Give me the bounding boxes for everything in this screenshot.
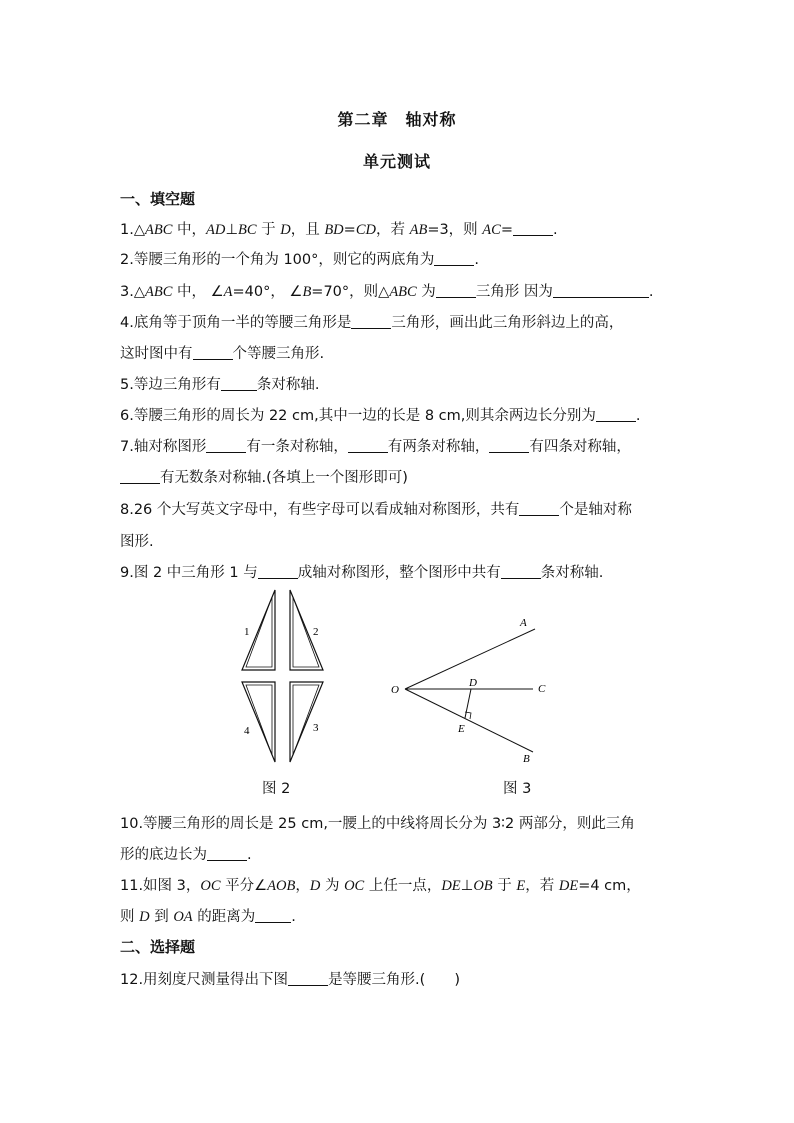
question-8-line-2: 图形. bbox=[120, 534, 154, 550]
section-fill-blank: 一、填空题 bbox=[120, 190, 196, 208]
answer-blank[interactable] bbox=[120, 468, 160, 484]
question-10-line-1: 10.等腰三角形的周长是 25 cm,一腰上的中线将周长分为 3∶2 两部分，则此三角 bbox=[120, 816, 635, 832]
label-C: C bbox=[538, 683, 546, 695]
question-6: 6.等腰三角形的周长为 22 cm,其中一边的长是 8 cm,则其余两边长分别为 . bbox=[120, 408, 641, 424]
chapter-title: 第二章 轴对称 bbox=[337, 110, 457, 129]
answer-blank[interactable] bbox=[513, 220, 553, 236]
label-A: A bbox=[520, 617, 527, 629]
label-D: D bbox=[469, 677, 477, 689]
question-2: 2.等腰三角形的一个角为 100°，则它的两底角为 . bbox=[120, 252, 479, 268]
section-multiple-choice: 二、选择题 bbox=[120, 938, 196, 956]
label-triangle-2: 2 bbox=[313, 626, 319, 638]
triangle-1-inner bbox=[246, 597, 272, 667]
answer-blank[interactable] bbox=[596, 406, 636, 422]
question-11-line-2: 则 D 到 OA 的距离为 . bbox=[120, 909, 296, 925]
answer-blank[interactable] bbox=[553, 282, 649, 298]
label-O: O bbox=[391, 684, 399, 696]
question-4-line-1: 4.底角等于顶角一半的等腰三角形是 三角形，画出此三角形斜边上的高， bbox=[120, 315, 624, 331]
answer-blank[interactable] bbox=[519, 500, 559, 516]
answer-blank[interactable] bbox=[258, 563, 298, 579]
answer-blank[interactable] bbox=[221, 375, 257, 391]
label-B: B bbox=[523, 753, 530, 765]
answer-blank[interactable] bbox=[207, 845, 247, 861]
question-8-line-1: 8.26 个大写英文字母中，有些字母可以看成轴对称图形，共有 个是轴对称 bbox=[120, 502, 632, 518]
answer-blank[interactable] bbox=[501, 563, 541, 579]
figure-3 bbox=[385, 612, 565, 772]
answer-blank[interactable] bbox=[436, 282, 476, 298]
answer-blank[interactable] bbox=[193, 344, 233, 360]
question-3: 3.△ABC 中， ∠A=40°， ∠B=70°，则△ABC 为 三角形 因为 . bbox=[120, 284, 654, 300]
question-7-line-1: 7.轴对称图形 有一条对称轴， 有两条对称轴， 有四条对称轴， bbox=[120, 439, 631, 455]
question-7-line-2: 有无数条对称轴.(各填上一个图形即可) bbox=[120, 466, 680, 487]
question-12: 12.用刻度尺测量得出下图 是等腰三角形.( ) bbox=[120, 972, 460, 988]
label-E: E bbox=[458, 723, 465, 735]
label-triangle-3: 3 bbox=[313, 722, 319, 734]
figure-3-caption: 图 3 bbox=[503, 781, 532, 797]
question-4-line-2: 这时图中有 个等腰三角形. bbox=[120, 346, 325, 362]
unit-test-title: 单元测试 bbox=[362, 152, 431, 171]
answer-blank[interactable] bbox=[489, 437, 529, 453]
triangle-3-inner bbox=[293, 685, 319, 755]
triangle-4-inner bbox=[246, 685, 272, 755]
question-10-line-2: 形的底边长为 . bbox=[120, 847, 252, 863]
answer-blank[interactable] bbox=[206, 437, 246, 453]
answer-blank[interactable] bbox=[351, 313, 391, 329]
question-5: 5.等边三角形有 条对称轴. bbox=[120, 377, 320, 393]
label-triangle-1: 1 bbox=[244, 626, 250, 638]
answer-blank[interactable] bbox=[255, 907, 291, 923]
label-triangle-4: 4 bbox=[244, 725, 250, 737]
answer-blank[interactable] bbox=[288, 970, 328, 986]
figure-2 bbox=[230, 585, 340, 765]
question-11-line-1: 11.如图 3，OC 平分∠AOB，D 为 OC 上任一点，DE⊥OB 于 E，若 DE=4 cm， bbox=[120, 878, 641, 894]
answer-blank[interactable] bbox=[348, 437, 388, 453]
answer-blank[interactable] bbox=[434, 250, 474, 266]
segment-DE bbox=[465, 689, 471, 718]
figure-2-caption: 图 2 bbox=[262, 781, 291, 797]
question-1: 1.△ABC 中，AD⊥BC 于 D，且 BD=CD，若 AB=3，则 AC= . bbox=[120, 222, 558, 238]
question-9: 9.图 2 中三角形 1 与 成轴对称图形，整个图形中共有 条对称轴. bbox=[120, 565, 604, 581]
